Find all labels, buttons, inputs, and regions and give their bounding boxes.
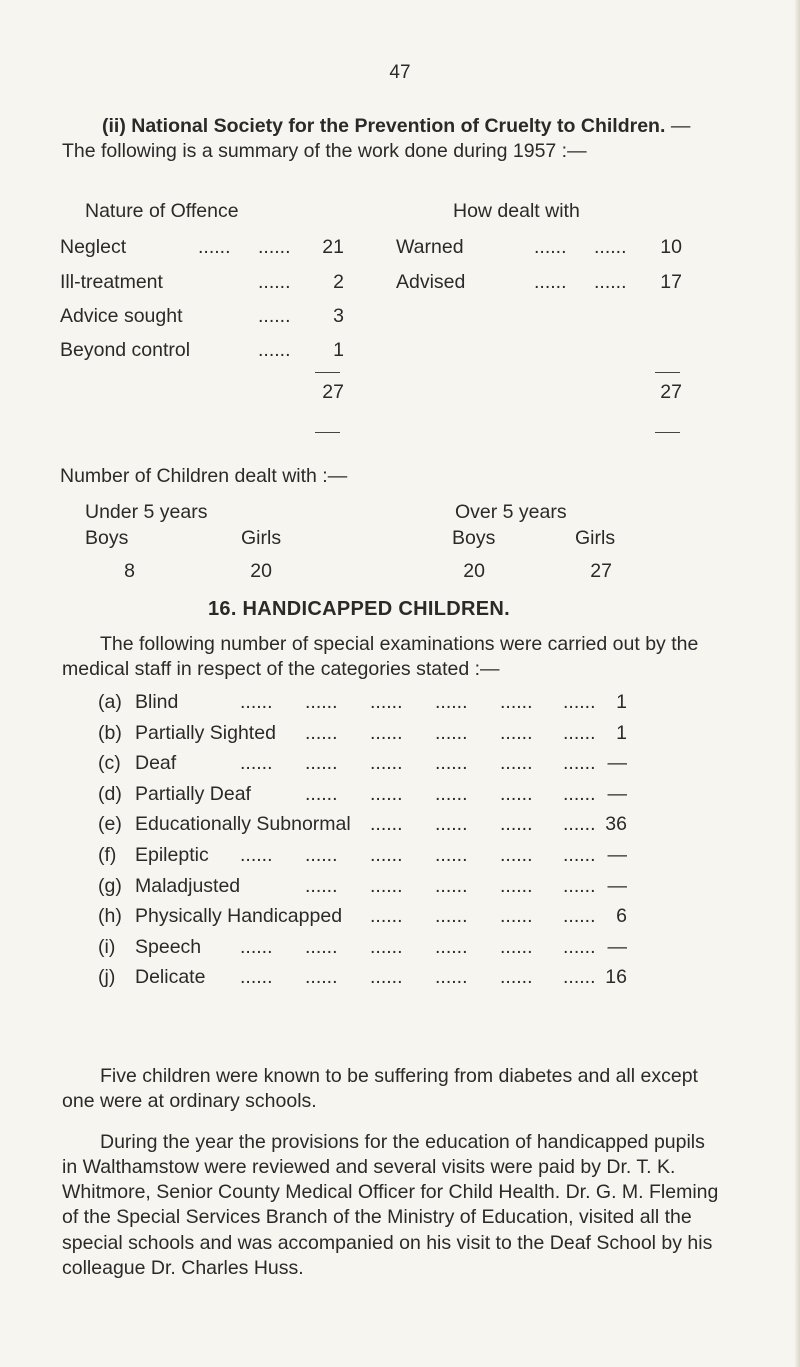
category-letter: (h) xyxy=(98,905,122,927)
provisions-text: During the year the provisions for the education of handicapped pupils in Walthamstow were reviewed and several visits were paid by Dr. T. K. Whitmore, Senior County Medical Officer for Child Health. Dr. G. M. Fleming of the Special Services Branch of the Ministry of Education, visited all the special schools and was accompanied on his visit to the Deaf School by his colleague Dr. Charles Huss. xyxy=(62,1131,719,1279)
category-label: Deaf xyxy=(135,752,177,774)
diabetes-text: Five children were known to be suffering from diabetes and all except one were at ordinary schools. xyxy=(62,1065,698,1113)
dot-leader: ...... xyxy=(240,691,273,713)
dot-leader: ...... xyxy=(534,236,567,258)
dot-leader: ...... xyxy=(370,905,403,927)
dot-leader: ...... xyxy=(370,844,403,866)
dot-leader: ...... xyxy=(305,966,338,988)
offence-count: 2 xyxy=(333,271,344,293)
dot-leader: ...... xyxy=(500,722,533,744)
dot-leader: ...... xyxy=(305,722,338,744)
girls-header: Girls xyxy=(241,527,282,549)
nspcc-intro xyxy=(62,114,722,165)
offence-label: Neglect xyxy=(60,236,127,258)
category-letter: (e) xyxy=(98,813,122,835)
category-label: Physically Handicapped xyxy=(135,905,343,927)
dot-leader: ...... xyxy=(563,813,596,835)
category-count: 1 xyxy=(616,722,627,744)
offence-label: Advice sought xyxy=(60,305,183,327)
dot-leader: ...... xyxy=(500,844,533,866)
dot-leader: ...... xyxy=(563,936,596,958)
dot-leader: ...... xyxy=(370,752,403,774)
category-label: Epileptic xyxy=(135,844,209,866)
dot-leader: ...... xyxy=(500,752,533,774)
dot-leader: ...... xyxy=(435,783,468,805)
dot-leader: ...... xyxy=(258,271,291,293)
dot-leader: ...... xyxy=(435,905,468,927)
dot-leader: ...... xyxy=(500,783,533,805)
dot-leader: ...... xyxy=(500,875,533,897)
over-5-header: Over 5 years xyxy=(455,501,567,523)
category-letter: (c) xyxy=(98,752,121,774)
dot-leader: ...... xyxy=(305,691,338,713)
category-label: Delicate xyxy=(135,966,206,988)
dot-leader: ...... xyxy=(305,783,338,805)
offence-count: 21 xyxy=(322,236,344,258)
dot-leader: ...... xyxy=(370,691,403,713)
dot-leader: ...... xyxy=(563,844,596,866)
dot-leader: ...... xyxy=(500,813,533,835)
children-heading: Number of Children dealt with :— xyxy=(60,465,348,487)
dot-leader: ...... xyxy=(370,936,403,958)
offence-label: Ill-treatment xyxy=(60,271,163,293)
dot-leader: ...... xyxy=(435,722,468,744)
dot-leader: ...... xyxy=(240,752,273,774)
offence-count: 3 xyxy=(333,305,344,327)
dot-leader: ...... xyxy=(500,905,533,927)
over-5-boys: 20 xyxy=(463,560,485,582)
category-letter: (f) xyxy=(98,844,117,866)
dot-leader: ...... xyxy=(500,966,533,988)
dot-leader: ...... xyxy=(370,966,403,988)
dot-leader: ...... xyxy=(240,966,273,988)
offence-count: 1 xyxy=(333,339,344,361)
category-count: — xyxy=(607,936,627,958)
dot-leader: ...... xyxy=(563,722,596,744)
dot-leader: ...... xyxy=(500,691,533,713)
dot-leader: ...... xyxy=(534,271,567,293)
dot-leader: ...... xyxy=(198,236,231,258)
category-letter: (j) xyxy=(98,966,116,988)
category-label: Partially Sighted xyxy=(135,722,276,744)
category-letter: (a) xyxy=(98,691,122,713)
handicapped-intro xyxy=(62,632,717,683)
category-count: — xyxy=(607,844,627,866)
category-count: 6 xyxy=(616,905,627,927)
dot-leader: ...... xyxy=(370,813,403,835)
dealt-with-label: Advised xyxy=(396,271,466,293)
category-count: — xyxy=(607,875,627,897)
category-label: Blind xyxy=(135,691,179,713)
dealt-with-column-header: How dealt with xyxy=(453,200,580,222)
dot-leader: ...... xyxy=(258,305,291,327)
under-5-girls: 20 xyxy=(250,560,272,582)
dot-leader: ...... xyxy=(435,936,468,958)
category-letter: (d) xyxy=(98,783,122,805)
category-label: Partially Deaf xyxy=(135,783,251,805)
total-rule-top xyxy=(315,372,340,373)
dot-leader: ...... xyxy=(435,691,468,713)
dot-leader: ...... xyxy=(563,875,596,897)
dot-leader: ...... xyxy=(594,236,627,258)
diabetes-paragraph xyxy=(62,1064,718,1115)
girls-header: Girls xyxy=(575,527,616,549)
under-5-header: Under 5 years xyxy=(85,501,208,523)
page-number: 47 xyxy=(389,62,411,83)
dot-leader: ...... xyxy=(305,752,338,774)
total-rule-top xyxy=(655,372,680,373)
category-label: Speech xyxy=(135,936,202,958)
dot-leader: ...... xyxy=(563,966,596,988)
dealt-with-count: 10 xyxy=(660,236,682,258)
dot-leader: ...... xyxy=(240,844,273,866)
under-5-boys: 8 xyxy=(124,560,135,582)
category-letter: (g) xyxy=(98,875,122,897)
category-count: 16 xyxy=(605,966,627,988)
boys-header: Boys xyxy=(85,527,129,549)
page-edge xyxy=(794,0,800,1367)
category-letter: (b) xyxy=(98,722,122,744)
dot-leader: ...... xyxy=(305,875,338,897)
dot-leader: ...... xyxy=(435,752,468,774)
category-label: Educationally Subnormal xyxy=(135,813,351,835)
dot-leader: ...... xyxy=(435,813,468,835)
dot-leader: ...... xyxy=(240,936,273,958)
category-count: — xyxy=(607,783,627,805)
dot-leader: ...... xyxy=(500,936,533,958)
dot-leader: ...... xyxy=(370,783,403,805)
offence-label: Beyond control xyxy=(60,339,191,361)
offence-column-header: Nature of Offence xyxy=(85,200,239,222)
dot-leader: ...... xyxy=(435,966,468,988)
dot-leader: ...... xyxy=(305,936,338,958)
category-count: — xyxy=(607,752,627,774)
dot-leader: ...... xyxy=(435,875,468,897)
category-letter: (i) xyxy=(98,936,116,958)
dot-leader: ...... xyxy=(435,844,468,866)
category-label: Maladjusted xyxy=(135,875,241,897)
dot-leader: ...... xyxy=(594,271,627,293)
dot-leader: ...... xyxy=(258,236,291,258)
dealt-with-label: Warned xyxy=(396,236,464,258)
nspcc-heading: (ii) National Society for the Prevention of Cruelty to Children. xyxy=(102,115,666,137)
total-rule-bottom xyxy=(315,432,340,433)
dot-leader: ...... xyxy=(563,905,596,927)
dot-leader: ...... xyxy=(370,722,403,744)
dot-leader: ...... xyxy=(563,691,596,713)
dot-leader: ...... xyxy=(305,844,338,866)
dot-leader: ...... xyxy=(563,783,596,805)
boys-header: Boys xyxy=(452,527,496,549)
over-5-girls: 27 xyxy=(590,560,612,582)
dealt-with-total: 27 xyxy=(660,381,682,403)
dealt-with-count: 17 xyxy=(660,271,682,293)
category-count: 36 xyxy=(605,813,627,835)
dot-leader: ...... xyxy=(370,875,403,897)
total-rule-bottom xyxy=(655,432,680,433)
category-count: 1 xyxy=(616,691,627,713)
provisions-paragraph xyxy=(62,1130,720,1281)
section-heading: 16. HANDICAPPED CHILDREN. xyxy=(208,598,510,620)
nspcc-text: —The following is a summary of the work done during 1957 :— xyxy=(62,115,691,163)
dot-leader: ...... xyxy=(563,752,596,774)
dot-leader: ...... xyxy=(258,339,291,361)
offence-total: 27 xyxy=(322,381,344,403)
handicapped-intro-text: The following number of special examinations were carried out by the medical staff in respect of the categories stated :— xyxy=(62,633,699,681)
